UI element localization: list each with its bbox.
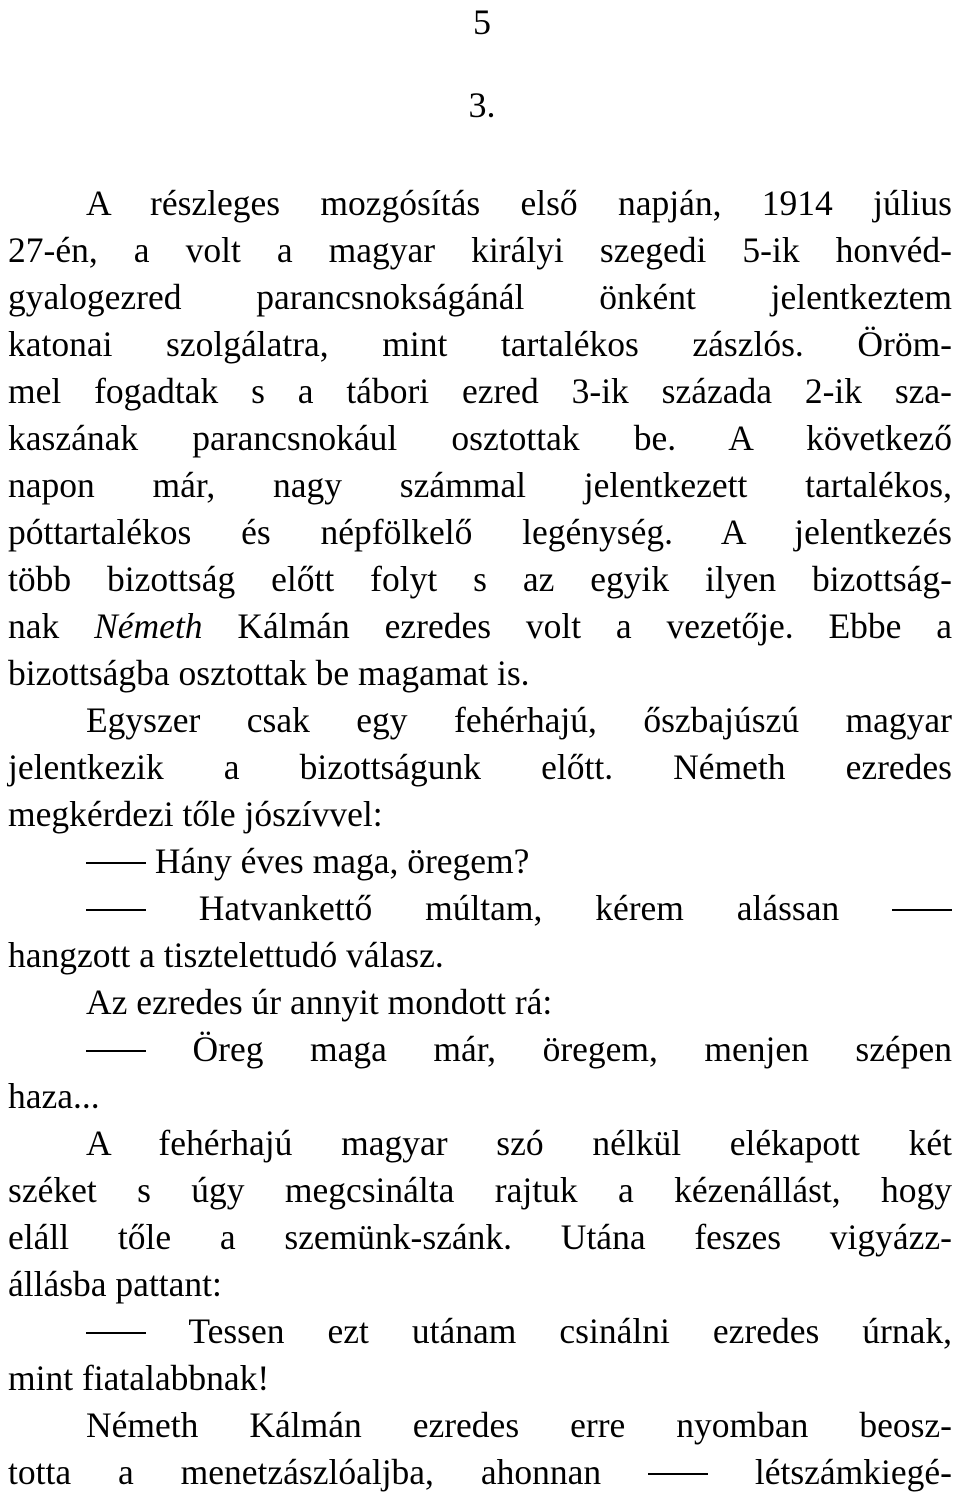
text-line: Németh Kálmán ezredes erre nyomban beosz- [86,1405,952,1445]
chapter-number: 3. [468,85,496,125]
text-fragment: nak [8,606,60,646]
dialogue-text: Öreg maga már, öregem, menjen szépen [192,1029,953,1069]
dialogue-text: Hány éves maga, öregem? [154,841,530,881]
text-fragment: totta a menetzászlóaljba, ahonnan [8,1452,602,1492]
text-line: Egyszer csak egy fehérhajú, őszbajúszú magyar [86,700,952,740]
text-line: katonai szolgálatra, mint tartalékos zászlós. Öröm- [8,324,952,364]
text-line: A részleges mozgósítás első napján, 1914 július [86,183,952,223]
text-line: kaszának parancsnokául osztottak be. A következő [8,418,952,458]
text-line: gyalogezred parancsnokságánál önként jelentkeztem [8,277,952,317]
text-line: hangzott a tisztelettudó válasz. [8,935,444,975]
text-line: 27-én, a volt a magyar királyi szegedi 5-ik honvéd- [8,230,952,270]
dialogue-line [8,885,952,932]
name-emphasis: Németh [94,606,203,646]
text-line: megkérdezi tőle jószívvel: [8,794,383,834]
text-line [8,1449,952,1496]
dialogue-line [8,1308,952,1355]
text-fragment: létszámkiegé- [754,1452,952,1492]
text-line: bizottságba osztottak be magamat is. [8,653,530,693]
text-line [8,603,952,650]
dialogue-text: Hatvankettő múltam, kérem alássan [198,888,840,928]
dialogue-text: Tessen ezt utánam csinálni ezredes úrnak, [188,1311,953,1351]
text-line: póttartalékos és népfölkelő legénység. A jelentkezés [8,512,952,552]
page-number: 5 [473,2,491,42]
em-dash [86,909,146,911]
text-line: mint fiatalabbnak! [8,1358,270,1398]
text-line: jelentkezik a bizottságunk előtt. Németh ezredes [8,747,952,787]
dialogue-line [8,838,952,885]
text-line: napon már, nagy számmal jelentkezett tartalékos, [8,465,952,505]
text-line: állásba pattant: [8,1264,222,1304]
em-dash [86,862,146,864]
em-dash [86,1332,146,1334]
text-line: eláll tőle a szemünk-szánk. Utána feszes vigyázz- [8,1217,952,1257]
dialogue-line [8,1026,952,1073]
em-dash [892,909,952,911]
em-dash [86,1050,146,1052]
text-line: széket s úgy megcsinálta rajtuk a kézenállást, hogy [8,1170,952,1210]
text-line: A fehérhajú magyar szó nélkül elékapott két [86,1123,952,1163]
book-text-body [8,180,952,1496]
text-line: Az ezredes úr annyit mondott rá: [86,982,553,1022]
em-dash [648,1473,708,1475]
text-line: több bizottság előtt folyt s az egyik ilyen bizottság- [8,559,952,599]
text-line: haza... [8,1076,100,1116]
text-line: mel fogadtak s a tábori ezred 3-ik százada 2-ik sza- [8,371,952,411]
text-fragment: Kálmán ezredes volt a vezetője. Ebbe a [237,606,953,646]
